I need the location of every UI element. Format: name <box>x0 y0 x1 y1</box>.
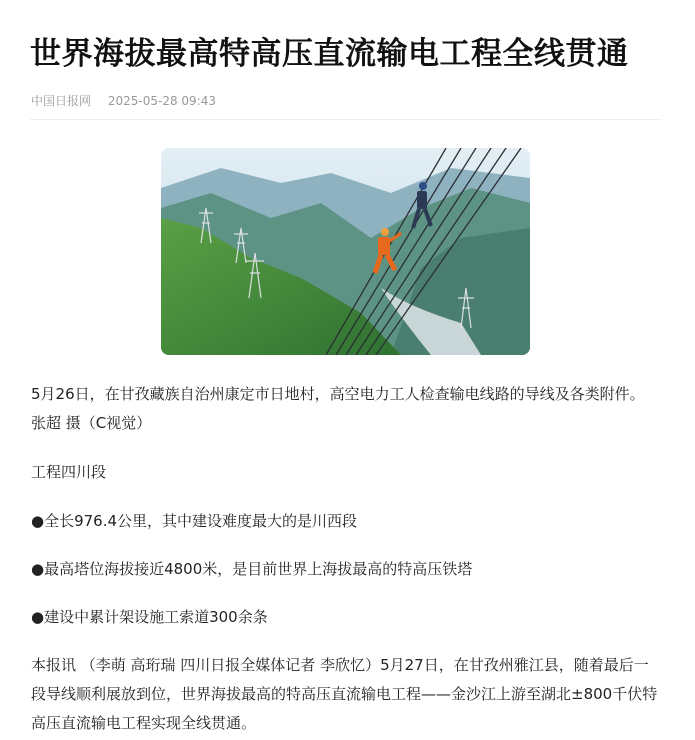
bullet-item: ●全长976.4公里，其中建设难度最大的是川西段 <box>31 512 358 530</box>
bullet-item: ●建设中累计架设施工索道300余条 <box>31 608 268 626</box>
article-body: 本报讯 （李萌 高珩瑞 四川日报全媒体记者 李欣忆）5月27日，在甘孜州雅江县，随着最后一段导线顺利展放到位，世界海拔最高的特高压直流输电工程——金沙江上游至湖北±800千伏特高压直流输电工程实现全线贯通。 <box>31 656 658 732</box>
article-source[interactable]: 中国日报网 <box>31 94 92 108</box>
article-meta <box>31 92 229 109</box>
divider <box>30 119 662 120</box>
article-photo <box>161 148 530 355</box>
article-title: 世界海拔最高特高压直流输电工程全线贯通 <box>30 36 629 72</box>
bullet-item: ●最高塔位海拔接近4800米，是目前世界上海拔最高的特高压铁塔 <box>31 560 473 578</box>
photo-caption: 5月26日，在甘孜藏族自治州康定市日地村，高空电力工人检查输电线路的导线及各类附件。 张超 摄（C视觉） <box>31 385 645 432</box>
section-heading: 工程四川段 <box>31 463 107 481</box>
article-datetime: 2025-05-28 09:43 <box>107 94 216 108</box>
